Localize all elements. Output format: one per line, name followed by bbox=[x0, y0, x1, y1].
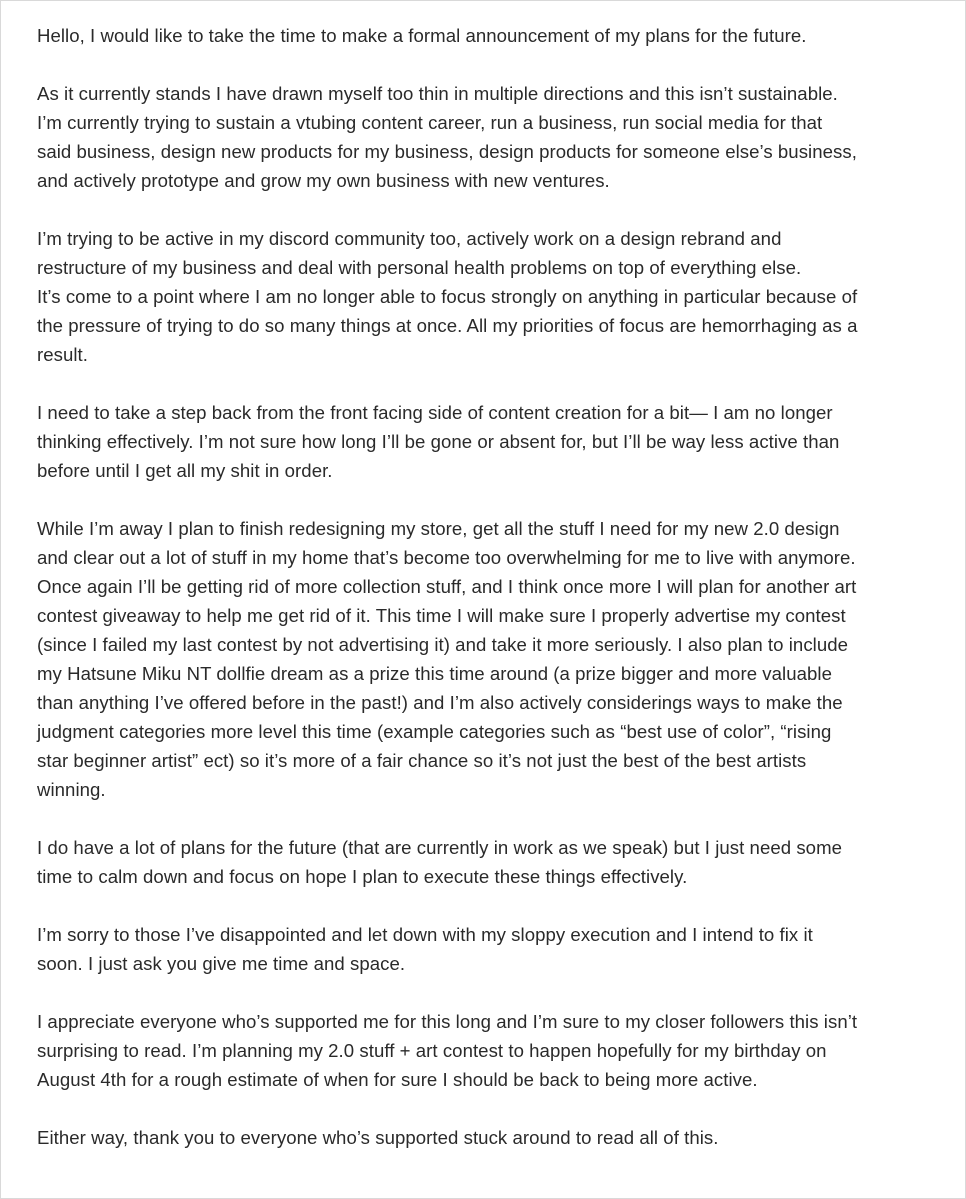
paragraph-line: and actively prototype and grow my own business with new ventures. bbox=[37, 170, 610, 191]
paragraph-line: than anything I’ve offered before in the past!) and I’m also actively considerings ways to make the bbox=[37, 692, 843, 713]
paragraph-appreciation bbox=[37, 1007, 937, 1094]
paragraph-step-back bbox=[37, 398, 937, 485]
paragraph-line: As it currently stands I have drawn myself too thin in multiple directions and this isn’t sustainable. bbox=[37, 83, 838, 104]
paragraph-line: time to calm down and focus on hope I plan to execute these things effectively. bbox=[37, 866, 688, 887]
paragraph-line: August 4th for a rough estimate of when for sure I should be back to being more active. bbox=[37, 1069, 758, 1090]
paragraph-line: I’m currently trying to sustain a vtubing content career, run a business, run social media for that bbox=[37, 112, 823, 133]
paragraph-line: result. bbox=[37, 344, 88, 365]
paragraph-line: I need to take a step back from the front facing side of content creation for a bit— I am no longer bbox=[37, 402, 833, 423]
paragraph-line: I’m trying to be active in my discord community too, actively work on a design rebrand and bbox=[37, 228, 782, 249]
paragraph-line: restructure of my business and deal with personal health problems on top of everything else. bbox=[37, 257, 802, 278]
paragraph-line: I appreciate everyone who’s supported me for this long and I’m sure to my closer followers this isn’t bbox=[37, 1011, 858, 1032]
paragraph-line: contest giveaway to help me get rid of it. This time I will make sure I properly advertise my contest bbox=[37, 605, 846, 626]
paragraph-responsibilities bbox=[37, 224, 937, 369]
paragraph-line: judgment categories more level this time (example categories such as “best use of color”, “rising bbox=[37, 721, 832, 742]
paragraph-line: soon. I just ask you give me time and space. bbox=[37, 953, 406, 974]
paragraph-line: While I’m away I plan to finish redesigning my store, get all the stuff I need for my new 2.0 design bbox=[37, 518, 840, 539]
paragraph-line: before until I get all my shit in order. bbox=[37, 460, 333, 481]
paragraph-line: I’m sorry to those I’ve disappointed and let down with my sloppy execution and I intend to fix it bbox=[37, 924, 813, 945]
paragraph-line: and clear out a lot of stuff in my home that’s become too overwhelming for me to live with anymore. bbox=[37, 547, 856, 568]
paragraph-line: Either way, thank you to everyone who’s supported stuck around to read all of this. bbox=[37, 1127, 719, 1148]
paragraph-greeting bbox=[37, 21, 937, 50]
paragraph-line: star beginner artist” ect) so it’s more of a fair chance so it’s not just the best of the best artists bbox=[37, 750, 807, 771]
paragraph-line: Once again I’ll be getting rid of more collection stuff, and I think once more I will plan for another art bbox=[37, 576, 857, 597]
paragraph-line: my Hatsune Miku NT dollfie dream as a prize this time around (a prize bigger and more valuable bbox=[37, 663, 832, 684]
paragraph-plans-while-away bbox=[37, 514, 937, 804]
paragraph-line: said business, design new products for my business, design products for someone else’s business, bbox=[37, 141, 857, 162]
paragraph-apology bbox=[37, 920, 937, 978]
paragraph-future-plans bbox=[37, 833, 937, 891]
paragraph-line: Hello, I would like to take the time to make a formal announcement of my plans for the future. bbox=[37, 25, 807, 46]
document-body bbox=[37, 21, 937, 1181]
paragraph-line: thinking effectively. I’m not sure how long I’ll be gone or absent for, but I’ll be way less active than bbox=[37, 431, 840, 452]
paragraph-closing bbox=[37, 1123, 937, 1152]
paragraph-current-situation bbox=[37, 79, 937, 195]
paragraph-line: (since I failed my last contest by not advertising it) and take it more seriously. I also plan to include bbox=[37, 634, 849, 655]
paragraph-line: I do have a lot of plans for the future (that are currently in work as we speak) but I just need some bbox=[37, 837, 842, 858]
paragraph-line: winning. bbox=[37, 779, 106, 800]
paragraph-line: surprising to read. I’m planning my 2.0 stuff + art contest to happen hopefully for my birthday on bbox=[37, 1040, 827, 1061]
paragraph-line: the pressure of trying to do so many things at once. All my priorities of focus are hemorrhaging as a bbox=[37, 315, 858, 336]
paragraph-line: It’s come to a point where I am no longer able to focus strongly on anything in particular because of bbox=[37, 286, 858, 307]
